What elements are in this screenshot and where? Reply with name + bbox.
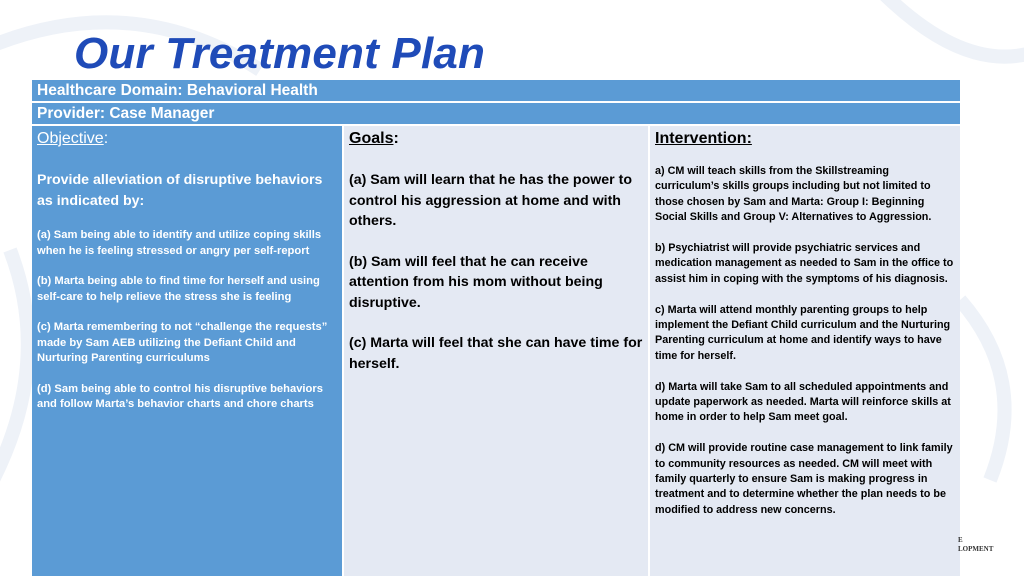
- intervention-header: [655, 128, 955, 150]
- intervention-item-b: b) Psychiatrist will provide psychiatric services and medication management as needed to Sam in the office to assist him in coping with the symptoms of his diagnosis.: [655, 242, 954, 285]
- objective-item-a: (a) Sam being able to identify and utilize coping skills when he is feeling stressed or angry per self-report: [37, 229, 322, 257]
- goal-item-a: (a) Sam will learn that he has the power to control his aggression at home and with others.: [349, 172, 633, 229]
- goals-header-label: Goals: [349, 130, 394, 147]
- organization-logo: [958, 536, 1024, 560]
- goals-column: [344, 126, 648, 576]
- objective-header-label: Objective: [37, 130, 104, 147]
- goal-item-b: (b) Sam will feel that he can receive attention from his mom without being disruptive.: [349, 253, 603, 311]
- treatment-plan-table: [32, 80, 960, 576]
- objective-item-c: (c) Marta remembering to not “challenge the requests” made by Sam AEB utilizing the Defiant Child and Nurturing Parenting curriculums: [37, 321, 328, 364]
- objective-item-d: (d) Sam being able to control his disruptive behaviors and follow Marta’s behavior charts and chore charts: [37, 382, 323, 410]
- domain-band: Healthcare Domain: Behavioral Health: [32, 80, 960, 101]
- goal-item-c: (c) Marta will feel that she can have time for herself.: [349, 335, 643, 372]
- goals-header: [349, 128, 643, 150]
- provider-band: Provider: Case Manager: [32, 103, 960, 124]
- objective-header: [37, 128, 337, 150]
- intervention-item-d2: d) CM will provide routine case management to link family to community resources as needed. CM will meet with family quarterly to ensure Sam is making progress in treatment and to determine whether the plan needs to be modified to address new concerns.: [655, 442, 953, 516]
- logo-line-1: E: [958, 536, 963, 544]
- logo-line-2: LOPMENT: [958, 545, 994, 553]
- objective-item-b: (b) Marta being able to find time for herself and using self-care to help relieve the stress she is feeling: [37, 275, 320, 303]
- goals-header-colon: :: [393, 130, 399, 147]
- page-title: Our Treatment Plan: [74, 29, 486, 78]
- intervention-item-d1: d) Marta will take Sam to all scheduled appointments and update paperwork as needed. Marta will reinforce skills at home in order to help Sam meet goal.: [655, 380, 951, 424]
- intervention-item-a: a) CM will teach skills from the Skillstreaming curriculum’s skills groups including but not limited to those chosen by Sam and Marta: Group I: Beginning Social Skills and Group V: Alternatives to Aggression.: [655, 165, 932, 224]
- objective-lead: Provide alleviation of disruptive behaviors as indicated by:: [37, 172, 323, 209]
- intervention-column: [650, 126, 960, 576]
- intervention-header-label: Intervention:: [655, 130, 752, 147]
- objective-header-colon: :: [103, 130, 109, 147]
- intervention-item-c: c) Marta will attend monthly parenting groups to help implement the Defiant Child curriculum and the Nurturing Parenting curriculum at home and identify ways to have time for herself.: [655, 303, 951, 362]
- objective-column: [32, 126, 342, 576]
